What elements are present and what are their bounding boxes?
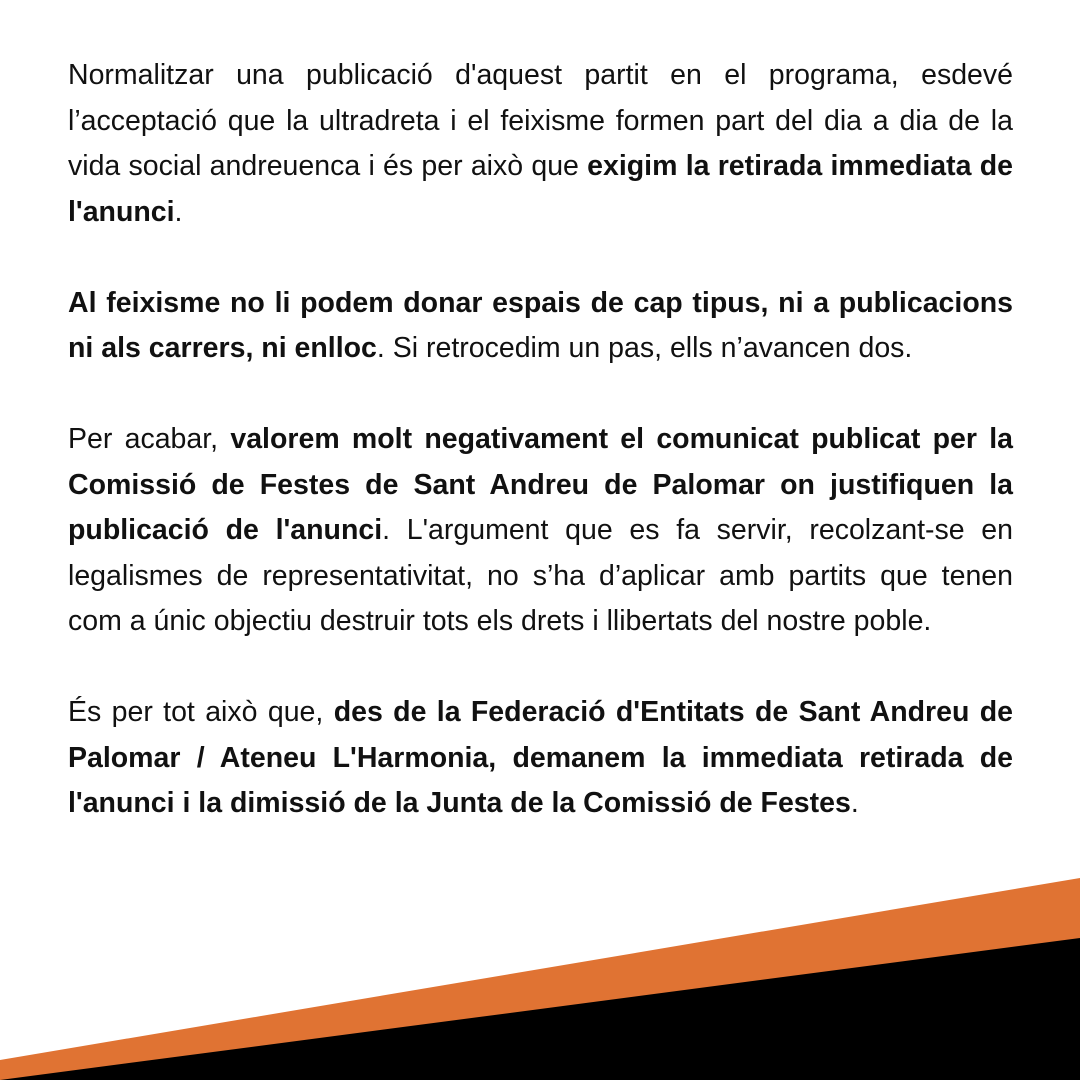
paragraph-1-bold: exigim la retirada immediata de l'anunci	[68, 150, 1013, 228]
paragraph-1-end: .	[174, 195, 183, 228]
paragraph-2-bold: Al feixisme no li podem donar espais de cap tipus, ni a publicacions ni als carrers, ni enlloc	[68, 286, 1013, 364]
paragraph-4-bold: des de la Federació d'Entitats de Sant Andreu de Palomar / Ateneu L'Harmonia, demanem la immediata retirada de l'anunci i la dimissió de la Junta de la Comissió de Festes	[68, 696, 1013, 819]
paragraph-1-text: Normalitzar una publicació d'aquest partit en el programa, esdevé l’acceptació que la ultradreta i el feixisme formen part del dia a dia de la vida social andreuenca i és per això que	[68, 59, 1013, 182]
paragraph-3-bold: valorem molt negativament el comunicat publicat per la Comissió de Festes de Sant Andreu de Palomar on justifiquen la publicació de l'anunci	[68, 423, 1013, 546]
paragraph-3-intro: Per acabar,	[68, 423, 231, 455]
paragraph-4-intro: És per tot això que,	[68, 696, 334, 728]
paragraph-4-end: .	[850, 787, 859, 819]
paragraph-2-text: . Si retrocedim un pas, ells n’avancen dos.	[376, 332, 913, 364]
paragraph-3-text: . L'argument que es fa servir, recolzant-se en legalismes de representativitat, no s’ha d’aplicar amb partits que tenen com a únic objectiu destruir tots els drets i llibertats del nostre poble.	[68, 514, 1013, 637]
